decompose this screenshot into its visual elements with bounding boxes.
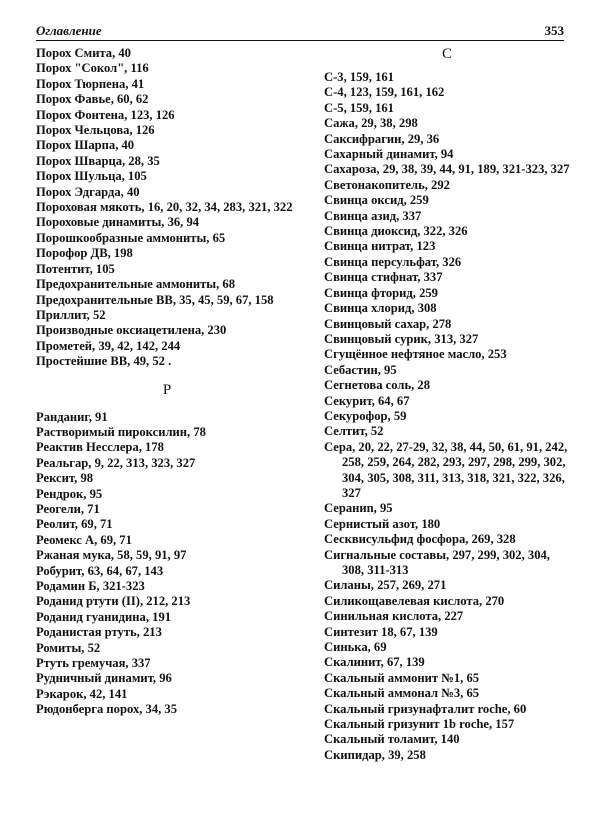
index-entry: Робурит, 63, 64, 67, 143	[36, 563, 164, 578]
index-group-r	[36, 410, 298, 718]
right-column	[324, 46, 570, 763]
index-entry: Силикощавелевая кислота, 270	[324, 593, 505, 608]
page-header	[36, 22, 564, 41]
index-entry: Порох Шульца, 105	[36, 169, 147, 184]
index-entry: Свинца хлорид, 308	[324, 301, 437, 316]
index-entry: Ромиты, 52	[36, 640, 101, 655]
index-entry: Сера, 20, 22, 27-29, 32, 38, 44, 50, 61, 91, 242, 258, 259, 264, 282, 293, 297, 298, 299, 302, 304, 305, 308, 311, 313, 318, 321, 322, 326, 327	[324, 439, 568, 500]
section-spacer	[36, 398, 298, 410]
index-entry: Порошкообразные аммониты, 65	[36, 230, 226, 245]
index-entry: Порох Тюрпена, 41	[36, 76, 145, 91]
page-number: 353	[544, 23, 564, 38]
index-entry: Свинцовый сахар, 278	[324, 316, 452, 331]
index-entry: Реолит, 69, 71	[36, 517, 113, 532]
index-entry: Предохранительные аммониты, 68	[36, 277, 236, 292]
index-entry: Порох "Сокол", 116	[36, 61, 149, 76]
index-entry: Скальный толамит, 140	[324, 732, 460, 747]
index-entry: Свинца персульфат, 326	[324, 254, 462, 269]
index-entry: Порох Эдгарда, 40	[36, 184, 140, 199]
index-entry: Простейшие ВВ, 49, 52 .	[36, 354, 172, 369]
header-title: Оглавление	[36, 23, 102, 38]
index-entry: Порох Фонтена, 123, 126	[36, 107, 175, 122]
index-entry: Скипидар, 39, 258	[324, 747, 426, 762]
index-entry: Роданид ртути (II), 212, 213	[36, 594, 191, 609]
index-entry: Сахарный динамит, 94	[324, 147, 454, 162]
index-entry: Растворимый пироксилин, 78	[36, 424, 206, 439]
index-entry: Скальный гризунафталит roche, 60	[324, 701, 527, 716]
section-spacer	[36, 370, 298, 382]
index-entry: Секурит, 64, 67	[324, 393, 410, 408]
index-entry: Свинцовый сурик, 313, 327	[324, 331, 479, 346]
index-entry: Саксифрагин, 29, 36	[324, 131, 440, 146]
index-group-p-continued	[36, 46, 298, 370]
index-entry: Ранданиг, 91	[36, 409, 108, 424]
index-entry: Порох Шварца, 28, 35	[36, 153, 160, 168]
index-entry: Секурофор, 59	[324, 408, 407, 423]
index-entry: Рэкарок, 42, 141	[36, 686, 128, 701]
index-entry: Рюдонберга порох, 34, 35	[36, 702, 178, 717]
index-entry: Сахароза, 29, 38, 39, 44, 91, 189, 321-323, 327	[324, 162, 570, 177]
index-entry: Свинца стифнат, 337	[324, 270, 443, 285]
index-entry: Порох Смита, 40	[36, 46, 131, 60]
index-entry: Рексит, 98	[36, 471, 94, 486]
index-entry: Ржаная мука, 58, 59, 91, 97	[36, 548, 187, 563]
index-entry: Пороховая мякоть, 16, 20, 32, 34, 283, 321, 322	[36, 200, 293, 215]
index-entry: Роданистая ртуть, 213	[36, 625, 162, 640]
section-spacer	[324, 62, 570, 70]
index-entry: Реогели, 71	[36, 501, 100, 516]
index-entry: Сажа, 29, 38, 298	[324, 116, 418, 131]
index-entry: Сераниn, 95	[324, 501, 393, 516]
index-entry: Приллит, 52	[36, 307, 106, 322]
index-entry: Сернистый азот, 180	[324, 516, 441, 531]
index-entry: Рендрок, 95	[36, 486, 103, 501]
index-entry: Родамин Б, 321-323	[36, 579, 145, 593]
index-entry: Свинца диоксид, 322, 326	[324, 224, 468, 239]
index-entry: Свинца фторид, 259	[324, 285, 438, 300]
index-entry: Сегнетова соль, 28	[324, 378, 430, 393]
index-entry: Порофор ДВ, 198	[36, 246, 133, 261]
index-entry: Сгущённое нефтяное масло, 253	[324, 347, 507, 362]
index-entry: Скальный гризунит 1b roche, 157	[324, 717, 515, 732]
index-entry: С-5, 159, 161	[324, 100, 394, 115]
index-entry: Реальгар, 9, 22, 313, 323, 327	[36, 455, 196, 470]
index-entry: Синька, 69	[324, 640, 387, 655]
index-entry: Прометей, 39, 42, 142, 244	[36, 338, 181, 353]
index-entry: Производные оксиацетилена, 230	[36, 323, 227, 338]
index-entry: Силаны, 257, 269, 271	[324, 578, 447, 593]
index-entry: Роданид гуанидина, 191	[36, 609, 172, 624]
index-entry: Свинца нитрат, 123	[324, 239, 436, 254]
section-letter-r: Р	[162, 381, 172, 398]
index-entry: Скальный аммонит №1, 65	[324, 670, 480, 685]
section-letter-s: С	[441, 46, 452, 62]
index-entry: Порох Шарпа, 40	[36, 138, 135, 153]
index-group-s	[324, 70, 570, 763]
index-entry: Синтезит 18, 67, 139	[324, 624, 438, 639]
index-entry: Ртуть гремучая, 337	[36, 656, 151, 671]
index-entry: Свинца азид, 337	[324, 208, 422, 223]
index-entry: Селтит, 52	[324, 424, 384, 439]
index-entry: Реактив Несслера, 178	[36, 440, 164, 455]
index-entry: Себастин, 95	[324, 362, 397, 377]
index-entry: Потентит, 105	[36, 261, 115, 276]
left-column	[36, 46, 298, 718]
index-entry: Синильная кислота, 227	[324, 609, 464, 624]
index-entry: С-3, 159, 161	[324, 70, 394, 84]
index-entry: Предохранительные ВВ, 35, 45, 59, 67, 158	[36, 292, 274, 307]
index-entry: Пороховые динамиты, 36, 94	[36, 215, 200, 230]
index-entry: Сесквисульфид фосфора, 269, 328	[324, 532, 516, 547]
index-entry: Реомекс А, 69, 71	[36, 532, 132, 547]
index-entry: Порох Чельцова, 126	[36, 123, 155, 138]
index-entry: Скалинит, 67, 139	[324, 655, 425, 670]
index-entry: Светонакопитель, 292	[324, 177, 450, 192]
index-entry: Свинца оксид, 259	[324, 193, 429, 208]
index-entry: Сигнальные составы, 297, 299, 302, 304, 308, 311-313	[324, 547, 550, 577]
index-entry: Порох Фавье, 60, 62	[36, 92, 149, 107]
index-entry: С-4, 123, 159, 161, 162	[324, 85, 445, 100]
index-entry: Рудничный динамит, 96	[36, 671, 172, 686]
index-entry: Скальный аммонал №3, 65	[324, 686, 480, 701]
